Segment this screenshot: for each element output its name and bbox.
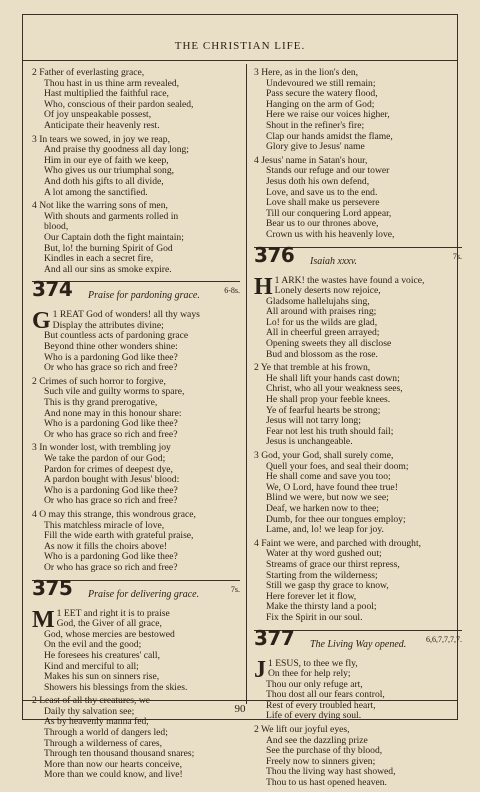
verse-line: Ye of fearful hearts be strong;	[266, 404, 381, 416]
hymn-title: Praise for pardoning grace.	[88, 290, 200, 302]
hymn-title: Isaiah xxxv.	[310, 255, 358, 267]
verse-line: Beyond thine other wonders shine:	[44, 341, 178, 353]
hymn-number: 377	[254, 625, 295, 650]
stanza	[254, 725, 462, 789]
verse-line: Rest of every troubled heart,	[266, 699, 376, 711]
stanza	[254, 363, 462, 448]
stanza	[32, 135, 240, 199]
verse-line: Shout in the refiner's fire;	[266, 119, 365, 131]
verse-line: He shall lift your hands cast down;	[266, 372, 400, 384]
verse-line-text: 1 REAT God of wonders! all thy ways	[52, 309, 200, 321]
page-number: 90	[234, 703, 246, 715]
stanza	[254, 156, 462, 241]
verse-line: 2 We lift our joyful eyes,	[254, 724, 350, 736]
verse-line: Bear us to our thrones above,	[266, 218, 379, 230]
verse-line: We take the pardon of our God;	[44, 453, 166, 464]
footer-rule	[22, 700, 458, 701]
verse-line: Lonely deserts now rejoice,	[274, 285, 381, 297]
verse-line: Till our conquering Lord appear,	[266, 207, 392, 219]
stanza	[254, 273, 462, 361]
verse-line: Kind and merciful to all;	[44, 660, 139, 672]
verse-line: 4 Faint we were, and parched with drought,	[254, 537, 422, 549]
stanza	[32, 310, 240, 374]
hymn-number: 374	[32, 277, 73, 302]
verse-line: 2 Ye that tremble at his frown,	[254, 362, 371, 374]
verse-line: Who is a pardoning God like thee?	[44, 418, 178, 430]
verse-line: Who is a pardoning God like thee?	[44, 351, 178, 363]
stanza	[254, 539, 462, 624]
drop-cap: G	[32, 308, 51, 335]
hymn-374-body	[32, 310, 240, 573]
verse-line: Lame, and, lo! we leap for joy.	[266, 524, 384, 536]
verse-line: He shall come and save you too;	[266, 471, 391, 483]
drop-cap: M	[32, 606, 55, 633]
verse-line: On thee for help rely;	[268, 668, 351, 680]
verse-line: And doth his gifts to all divide,	[44, 175, 164, 187]
verse-line: But, lo! the burning Spirit of God	[44, 242, 173, 254]
verse-line: Showers his blessings from the skies.	[44, 681, 188, 693]
hymn-374-heading	[32, 277, 240, 307]
verse-line: Undevoured we still remain;	[266, 77, 376, 89]
verse-line: Display the attributes divine;	[52, 319, 164, 331]
verse-line: Hast multiplied the faithful race,	[44, 88, 169, 100]
verse-line: Thou to us hast opened heaven.	[266, 777, 387, 789]
verse-line: Jesus will not tarry long;	[266, 415, 361, 427]
hymn-376-heading	[254, 242, 462, 273]
verse-line: Christ, who all your weakness sees,	[266, 383, 403, 395]
verse-line-text: 1 ARK! the wastes have found a voice,	[274, 274, 425, 286]
verse-line: Thou the living way hast showed,	[266, 766, 396, 778]
stanza	[32, 510, 240, 574]
verse-line: Kindles in each a secret fire,	[44, 253, 154, 265]
hymn-number: 376	[254, 242, 295, 267]
verse-line: Who, conscious of their pardon sealed,	[44, 98, 194, 110]
verse-line: Dumb, for thee our tongues employ;	[266, 513, 406, 525]
verse-line: This matchless miracle of love,	[44, 519, 165, 531]
verse-line: Water at thy word gushed out;	[266, 548, 382, 560]
verse-line: Clap our hands amidst the flame,	[266, 130, 393, 142]
verse-line: 3 In wonder lost, with trembling joy	[32, 442, 171, 454]
verse-line: Love, and save us to the end.	[266, 186, 378, 198]
verse-line: Fear not lest his truth should fail;	[266, 425, 394, 437]
verse-line: On the evil and the good;	[44, 639, 142, 651]
verse-line: 2 Crimes of such horror to forgive,	[32, 375, 166, 387]
drop-cap: H	[254, 273, 273, 300]
hymn-number: 375	[32, 575, 73, 600]
verse-line: As by heavenly manna fed,	[44, 716, 149, 728]
verse-line: Such vile and guilty worms to spare,	[44, 386, 185, 398]
verse-line: And none may in this honour share:	[44, 407, 182, 419]
verse-line: Freely now to sinners given;	[266, 755, 376, 767]
verse-line: Gladsome hallelujahs sing,	[266, 295, 370, 307]
verse-line: Deaf, we harken now to thee;	[266, 502, 379, 514]
verse-line: He foresees his creatures' call,	[44, 649, 160, 661]
verse-line: blood,	[44, 221, 69, 233]
verse-line: 2 Least of all thy creatures, we	[32, 695, 151, 707]
verse-line: With shouts and garments rolled in	[44, 210, 179, 222]
verse-line: Or who has grace so rich and free?	[44, 561, 178, 573]
verse-line: Daily thy salvation see;	[44, 705, 135, 717]
verse-line: A lot among the sanctified.	[44, 186, 148, 198]
stanza	[32, 68, 240, 132]
verse-line: 4 Not like the warring sons of men,	[32, 200, 168, 212]
verse-line: Make the thirsty land a pool;	[266, 601, 377, 613]
verse-line: Of joy unspeakable possest,	[44, 109, 152, 121]
stanza	[254, 451, 462, 536]
verse-line: We, O Lord, have found thee true!	[266, 481, 398, 493]
verse-line: But countless acts of pardoning grace	[44, 330, 189, 342]
verse-line: He shall prop your feeble knees.	[266, 394, 391, 406]
stanza	[32, 606, 240, 694]
verse-line: Glory give to Jesus' name	[266, 141, 365, 153]
header-rule	[22, 60, 458, 61]
verse-line: 4 Jesus' name in Satan's hour,	[254, 154, 368, 166]
verse-line: Anticipate their heavenly rest.	[44, 119, 160, 131]
hymn-377-heading	[254, 625, 462, 656]
stanza	[32, 377, 240, 441]
verse-line: Life of every dying soul.	[266, 710, 362, 722]
hymn-375-continuation	[254, 68, 462, 241]
hymn-377-body	[254, 656, 462, 789]
verse-line: This is thy grand prerogative,	[44, 397, 158, 409]
verse-line: All in cheerful green arrayed;	[266, 327, 380, 339]
verse-line: Who gives us our triumphal song,	[44, 165, 175, 177]
verse-line: Him in our eye of faith we keep,	[44, 154, 169, 166]
verse-line: Starting from the wilderness;	[266, 569, 378, 581]
verse-line: Lo! for us the wilds are glad,	[266, 316, 378, 328]
hymn-375-body	[32, 606, 240, 782]
verse-line: Or who has grace so rich and free?	[44, 362, 178, 374]
verse-line: Opening sweets they all disclose	[266, 338, 392, 350]
verse-line: Or who has grace so rich and free?	[44, 495, 178, 507]
verse-line: Through a world of dangers led;	[44, 727, 168, 739]
verse-line: 2 Father of everlasting grace,	[32, 67, 145, 78]
verse-line: 3 In tears we sowed, in joy we reap,	[32, 133, 170, 145]
verse-line: Or who has grace so rich and free?	[44, 428, 178, 440]
verse-line: Thou hast in us thine arm revealed,	[44, 77, 180, 89]
verse-line: Who is a pardoning God like thee?	[44, 484, 178, 496]
hymn-373-continuation	[32, 68, 240, 275]
verse-line: Our Captain doth the fight maintain;	[44, 231, 184, 243]
verse-line: Makes his sun on sinners rise,	[44, 671, 160, 683]
stanza	[254, 68, 462, 153]
verse-line: Thou dost all our fears control,	[266, 689, 385, 701]
verse-line: Quell your foes, and seal their doom;	[266, 460, 409, 472]
verse-line: Fill the wide earth with grateful praise,	[44, 530, 194, 542]
hymn-meter: 7s.	[452, 251, 462, 261]
verse-line-text: 1 ESUS, to thee we fly,	[268, 657, 358, 669]
verse-line: Pardon for crimes of deepest dye,	[44, 463, 173, 475]
hymn-meter: 6,6,7,7,7,7.	[426, 634, 462, 644]
verse-line: Through a wilderness of cares,	[44, 737, 163, 749]
verse-line: Pass secure the watery flood,	[266, 88, 378, 100]
verse-line: Blind we were, but now we see;	[266, 492, 389, 504]
hymn-meter: 6-8s.	[224, 286, 240, 296]
verse-line: Jesus doth his own defend,	[266, 175, 370, 187]
verse-line: 3 God, your God, shall surely come,	[254, 450, 394, 461]
verse-line: 4 O may this strange, this wondrous grace,	[32, 508, 196, 520]
verse-line: 3 Here, as in the lion's den,	[254, 67, 359, 78]
verse-line: And praise thy goodness all day long;	[44, 144, 189, 156]
verse-line: Here forever let it flow,	[266, 590, 357, 602]
column-divider	[246, 64, 247, 704]
hymn-375-heading	[32, 575, 240, 606]
verse-line: And all our sins as smoke expire.	[44, 263, 172, 275]
hymn-meter: 7s.	[230, 584, 240, 594]
verse-line: Crown us with his heavenly love,	[266, 228, 395, 240]
verse-line: Jesus is unchangeable.	[266, 436, 353, 448]
verse-line: And see the dazzling prize	[266, 734, 368, 746]
drop-cap: J	[254, 656, 266, 683]
stanza	[32, 443, 240, 507]
verse-line: God, the Giver of all grace,	[56, 618, 162, 630]
verse-line: Thou our only refuge art,	[266, 678, 363, 690]
verse-line-text: 1 EET and right it is to praise	[56, 607, 170, 619]
verse-line: See the purchase of thy blood,	[266, 745, 383, 757]
hymn-title: Praise for delivering grace.	[88, 588, 200, 600]
running-header: THE CHRISTIAN LIFE.	[174, 40, 306, 52]
stanza	[32, 201, 240, 275]
verse-line: God, whose mercies are bestowed	[44, 628, 175, 640]
verse-line: Fix the Spirit in our soul.	[266, 611, 363, 623]
verse-line: Stands our refuge and our tower	[266, 165, 390, 177]
verse-line: More than now our hearts conceive,	[44, 758, 182, 770]
verse-line: Here we raise our voices higher,	[266, 109, 390, 121]
verse-line: Love shall make us persevere	[266, 197, 380, 209]
verse-line: Hanging on the arm of God;	[266, 98, 375, 110]
left-column	[32, 68, 240, 784]
verse-line: Streams of grace our thirst repress,	[266, 558, 400, 570]
verse-line: Through ten thousand thousand snares;	[44, 748, 195, 760]
verse-line: Still we gasp thy grace to know,	[266, 580, 389, 592]
hymn-376-body	[254, 273, 462, 624]
verse-line: Who is a pardoning God like thee?	[44, 551, 178, 563]
verse-line: More than we could know, and live!	[44, 769, 183, 781]
verse-line: Bud and blossom as the rose.	[266, 348, 378, 360]
verse-line: A pardon bought with Jesus' blood:	[44, 474, 180, 486]
verse-line: As now it fills the choirs above!	[44, 540, 168, 552]
hymn-title: The Living Way opened.	[310, 638, 407, 650]
right-column	[254, 68, 462, 792]
verse-line: All around with praises ring;	[266, 306, 377, 318]
